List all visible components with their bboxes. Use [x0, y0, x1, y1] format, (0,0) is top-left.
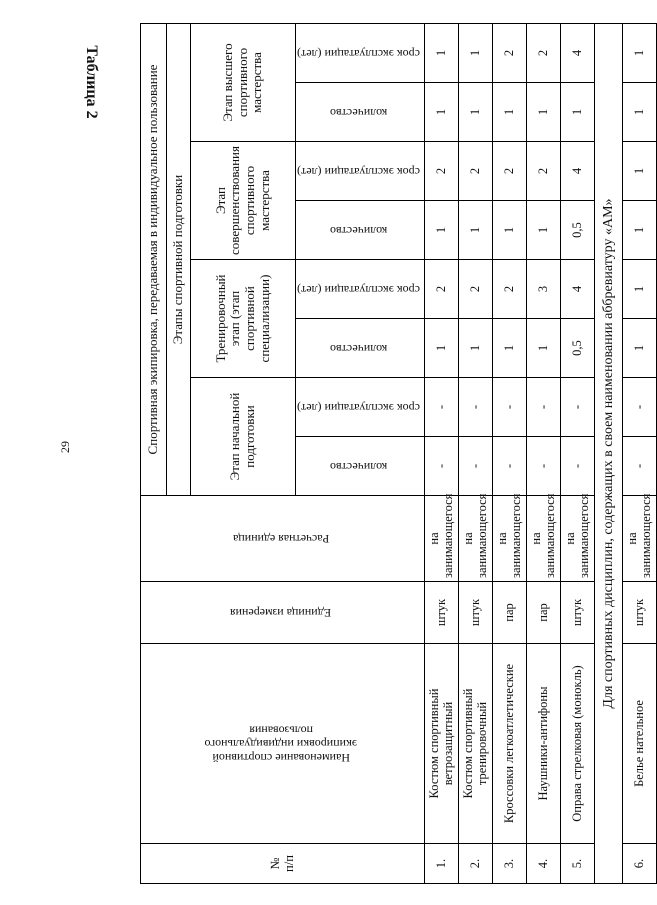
sub-qty-text: количество — [329, 223, 388, 238]
cell-value: 0,5 — [560, 201, 594, 260]
row-name: Кроссовки легкоатлетические — [492, 644, 526, 844]
cell-value: - — [622, 437, 656, 496]
sub-qty-4 — [296, 83, 425, 142]
row-unit: пар — [526, 582, 560, 644]
cell-value: 1 — [424, 83, 458, 142]
table-caption: Таблица 2 — [83, 45, 100, 119]
cell-value: - — [458, 437, 492, 496]
cell-value: 1 — [458, 83, 492, 142]
cell-value: 2 — [526, 142, 560, 201]
sub-qty-3 — [296, 201, 425, 260]
table-row — [560, 24, 594, 884]
cell-value: - — [424, 378, 458, 437]
cell-value: 0,5 — [560, 319, 594, 378]
table-row — [492, 24, 526, 884]
cell-value: 1 — [622, 260, 656, 319]
row-name: Костюм спортивный ветрозащитный — [424, 644, 458, 844]
sub-term-text: срок эксплуатации (лет) — [297, 164, 420, 179]
sub-qty-text: количество — [329, 341, 388, 356]
section-row — [594, 24, 622, 884]
cell-value: 2 — [458, 142, 492, 201]
cell-value: 2 — [526, 24, 560, 83]
stage-improvement: Этап совершенствования спортивного мастерства — [191, 142, 296, 260]
cell-value: 1 — [622, 24, 656, 83]
row-name: Оправа стрелковая (монокль) — [560, 644, 594, 844]
cell-value: - — [424, 437, 458, 496]
sub-term-3 — [296, 142, 425, 201]
sub-term-text: срок эксплуатации (лет) — [297, 46, 420, 61]
row-num: 4. — [526, 844, 560, 884]
sub-term-text: срок эксплуатации (лет) — [297, 400, 420, 415]
header-name-text: Наименование спортивной экипировки индивидуального пользования — [204, 723, 358, 766]
row-unit: пар — [492, 582, 526, 644]
cell-value: - — [560, 378, 594, 437]
header-stages: Этапы спортивной подготовки — [167, 24, 191, 496]
cell-value: - — [622, 378, 656, 437]
header-unit — [141, 582, 425, 644]
section-title: Для спортивных дисциплин, содержащих в своем наименовании аббревиатуру «АМ» — [594, 24, 622, 884]
table-row — [622, 24, 656, 884]
row-unit: штук — [622, 582, 656, 644]
row-calc: на занимающегося — [560, 496, 594, 582]
row-name: Наушники-антифоны — [526, 644, 560, 844]
cell-value: 1 — [622, 83, 656, 142]
cell-value: - — [560, 437, 594, 496]
row-num: 1. — [424, 844, 458, 884]
row-name: Белье нательное — [622, 644, 656, 844]
header-name — [141, 644, 425, 844]
cell-value: 1 — [458, 319, 492, 378]
cell-value: 1 — [458, 201, 492, 260]
cell-value: - — [492, 378, 526, 437]
cell-value: 1 — [622, 319, 656, 378]
cell-value: 1 — [526, 83, 560, 142]
sub-term-4 — [296, 24, 425, 83]
header-calc-text: Расчетная единица — [232, 532, 330, 547]
page-number: 29 — [58, 441, 72, 453]
row-num: 2. — [458, 844, 492, 884]
stage-training: Тренировочный этап (этап спортивной специализации) — [191, 260, 296, 378]
cell-value: 4 — [560, 260, 594, 319]
cell-value: 1 — [622, 142, 656, 201]
header-top: Спортивная экипировка, передаваемая в индивидуальное пользование — [141, 24, 167, 496]
rotated-table-frame — [140, 24, 654, 884]
cell-value: - — [526, 437, 560, 496]
row-unit: штук — [424, 582, 458, 644]
row-calc: на занимающегося — [458, 496, 492, 582]
sub-term-text: срок эксплуатации (лет) — [297, 282, 420, 297]
cell-value: 1 — [458, 24, 492, 83]
row-calc: на занимающегося — [622, 496, 656, 582]
table-row — [424, 24, 458, 884]
cell-value: 4 — [560, 24, 594, 83]
row-num: 6. — [622, 844, 656, 884]
sub-qty-text: количество — [329, 105, 388, 120]
stage-initial: Этап начальной подготовки — [191, 378, 296, 496]
cell-value: - — [492, 437, 526, 496]
sub-term-2 — [296, 260, 425, 319]
cell-value: 1 — [492, 201, 526, 260]
cell-value: 1 — [526, 201, 560, 260]
cell-value: 2 — [424, 260, 458, 319]
sub-qty-2 — [296, 319, 425, 378]
row-calc: на занимающегося — [424, 496, 458, 582]
row-num: 3. — [492, 844, 526, 884]
table-row — [458, 24, 492, 884]
cell-value: 1 — [424, 201, 458, 260]
sub-qty-1 — [296, 437, 425, 496]
stage-higher: Этап высшего спортивного мастерства — [191, 24, 296, 142]
header-num: № п/п — [141, 844, 425, 884]
header-unit-text: Единица измерения — [230, 606, 332, 621]
cell-value: - — [526, 378, 560, 437]
cell-value: 2 — [424, 142, 458, 201]
cell-value: 1 — [424, 319, 458, 378]
cell-value: 2 — [492, 142, 526, 201]
row-name: Костюм спортивный тренировочный — [458, 644, 492, 844]
cell-value: - — [458, 378, 492, 437]
row-unit: штук — [458, 582, 492, 644]
equipment-table — [140, 23, 657, 884]
sub-qty-text: количество — [329, 459, 388, 474]
cell-value: 2 — [492, 260, 526, 319]
cell-value: 1 — [492, 83, 526, 142]
cell-value: 2 — [458, 260, 492, 319]
cell-value: 4 — [560, 142, 594, 201]
row-calc: на занимающегося — [492, 496, 526, 582]
row-unit: штук — [560, 582, 594, 644]
table-row — [526, 24, 560, 884]
row-calc: на занимающегося — [526, 496, 560, 582]
cell-value: 1 — [492, 319, 526, 378]
cell-value: 1 — [424, 24, 458, 83]
cell-value: 1 — [560, 83, 594, 142]
row-num: 5. — [560, 844, 594, 884]
sub-term-1 — [296, 378, 425, 437]
cell-value: 1 — [622, 201, 656, 260]
cell-value: 2 — [492, 24, 526, 83]
cell-value: 1 — [526, 319, 560, 378]
header-calc — [141, 496, 425, 582]
cell-value: 3 — [526, 260, 560, 319]
